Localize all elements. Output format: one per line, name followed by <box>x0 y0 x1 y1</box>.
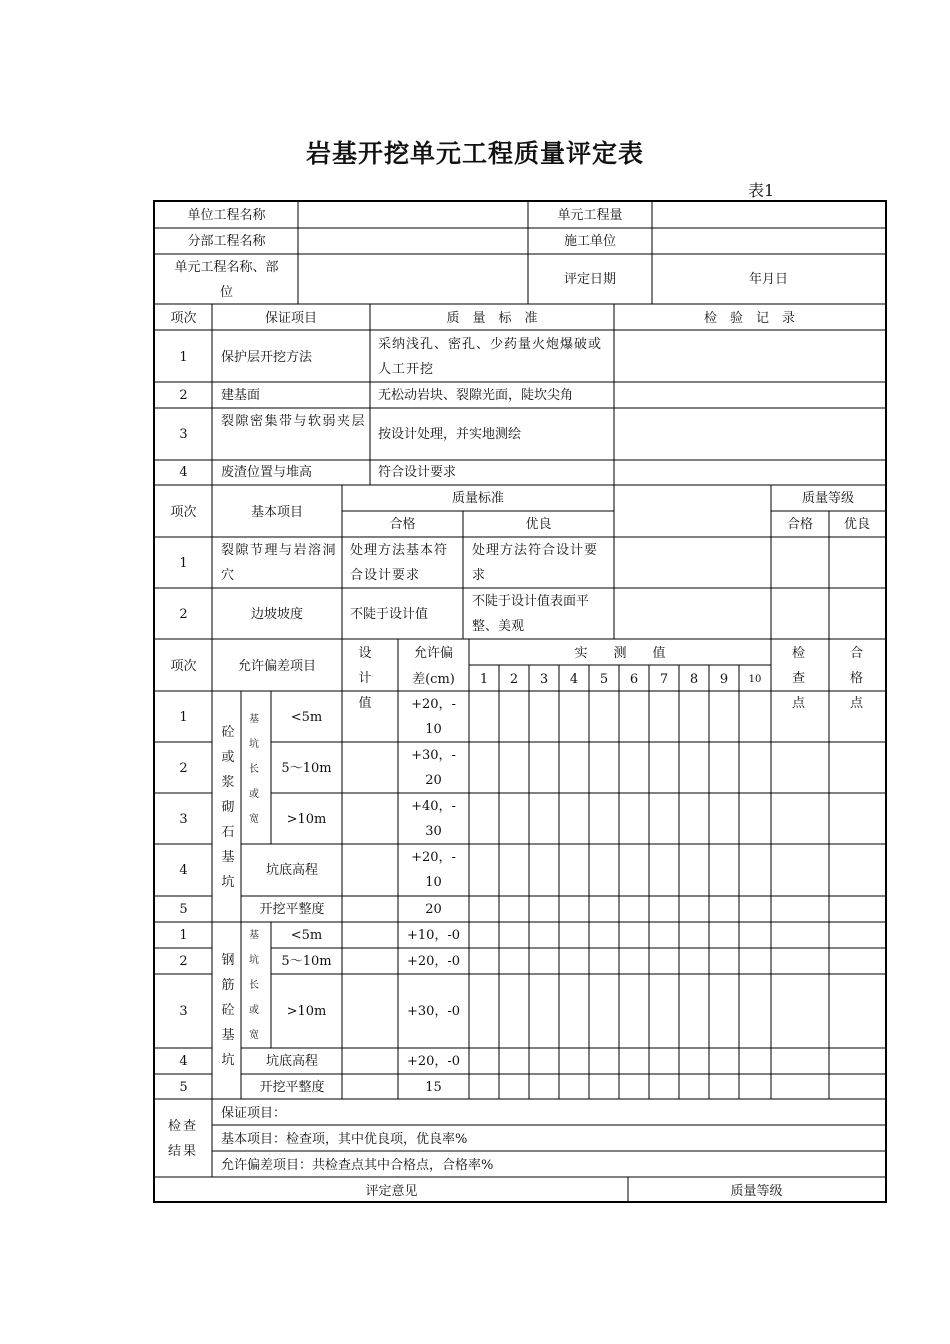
basic-row-2-pass: 不陡于设计值 <box>350 607 429 622</box>
label-eval-date: 评定日期 <box>563 272 616 287</box>
footer-opinion: 评定意见 <box>365 1184 418 1199</box>
measure-col-3: 3 <box>539 672 549 687</box>
group1-row-4-allow-l2: 10 <box>425 875 442 890</box>
guarantee-row-1-item: 保护层开挖方法 <box>221 350 313 365</box>
group2-row-5-no: 5 <box>179 1080 188 1095</box>
group2-row-2-no: 2 <box>179 954 188 969</box>
col-dev-item: 允许偏差项目 <box>237 659 316 674</box>
measure-col-5: 5 <box>599 672 609 687</box>
footer-grade: 质量等级 <box>730 1184 783 1199</box>
basic-row-2-good: 不陡于设计值表面平整、美观 <box>472 594 590 634</box>
guarantee-row-4-standard: 符合设计要求 <box>378 465 457 480</box>
basic-row-1-pass: 处理方法基本符合设计要求 <box>350 543 449 583</box>
field-unit-quantity[interactable] <box>652 203 885 228</box>
col-guarantee-record: 检 验 记 录 <box>703 311 795 326</box>
group2-row-2-item: 5～10m <box>281 954 332 969</box>
guarantee-row-4-no: 4 <box>179 465 188 480</box>
label-element-name-line1: 单元工程名称、部 <box>174 260 279 275</box>
group1-row-1-no: 1 <box>179 710 188 725</box>
label-construction-unit: 施工单位 <box>563 234 616 249</box>
guarantee-row-3-no: 3 <box>179 427 188 442</box>
label-sub-project-name: 分部工程名称 <box>187 234 266 249</box>
guarantee-row-1-no: 1 <box>179 350 188 365</box>
col-dev-qualified: 合格点 <box>849 646 866 711</box>
group2-row-2-allow: +20，-0 <box>406 954 461 969</box>
guarantee-row-2-item: 建基面 <box>221 388 261 403</box>
guarantee-row-2-no: 2 <box>179 388 188 403</box>
col-basic-no: 项次 <box>170 505 197 520</box>
label-unit-project-name: 单位工程名称 <box>187 208 266 223</box>
group1-row-4-allow-l1: +20，- <box>411 850 456 865</box>
group1-row-2-item: 5～10m <box>281 761 332 776</box>
measure-col-7: 7 <box>659 672 669 687</box>
basic-row-2-item: 边坡坡度 <box>250 607 303 622</box>
field-element-name[interactable] <box>298 255 528 304</box>
field-construction-unit[interactable] <box>652 229 885 254</box>
basic-row-2-no: 2 <box>179 607 188 622</box>
group1-row-4-no: 4 <box>179 863 188 878</box>
guarantee-row-3-item: 裂隙密集带与软弱夹层 <box>221 414 367 429</box>
col-dev-design: 设计值 <box>358 646 382 711</box>
measure-col-1: 1 <box>479 672 489 687</box>
col-guarantee-standard: 质 量 标 准 <box>446 311 538 326</box>
group2-row-4-allow: +20，-0 <box>406 1054 461 1069</box>
group2-row-4-item: 坑底高程 <box>265 1054 318 1069</box>
group2-row-1-allow: +10，-0 <box>406 928 461 943</box>
group1-row-2-no: 2 <box>179 761 188 776</box>
group2-name: 钢筋砼基坑 <box>221 953 235 1068</box>
col-dev-allow-line2: 差(cm) <box>412 672 455 687</box>
page-title: 岩基开挖单元工程质量评定表 <box>305 139 644 168</box>
col-basic-grade-good: 优良 <box>843 517 870 532</box>
group1-row-3-allow-l1: +40，- <box>411 799 456 814</box>
group1-row-3-allow-l2: 30 <box>425 824 442 839</box>
group2-row-5-item: 开挖平整度 <box>259 1080 325 1095</box>
guarantee-row-3-standard: 按设计处理，并实地测绘 <box>378 427 522 442</box>
group1-row-5-item: 开挖平整度 <box>259 902 325 917</box>
group2-row-3-allow: +30，-0 <box>406 1004 461 1019</box>
guarantee-row-1-standard: 采纳浅孔、密孔、少药量火炮爆破或人工开挖 <box>378 337 603 377</box>
group2-row-5-allow: 15 <box>425 1080 442 1095</box>
field-eval-date[interactable]: 年月日 <box>748 272 788 287</box>
col-guarantee-item: 保证项目 <box>264 311 317 326</box>
col-basic-good: 优良 <box>525 517 552 532</box>
table-number: 表1 <box>748 181 775 200</box>
evaluation-table <box>153 200 887 1203</box>
group1-row-1-allow-l2: 10 <box>425 722 442 737</box>
result-line-3[interactable]: 允许偏差项目：共检查点其中合格点，合格率% <box>221 1158 494 1173</box>
basic-row-1-good: 处理方法符合设计要求 <box>472 543 599 583</box>
col-guarantee-no: 项次 <box>170 311 197 326</box>
basic-row-1-no: 1 <box>179 556 188 571</box>
measure-col-4: 4 <box>569 672 579 687</box>
group1-row-1-allow-l1: +20，- <box>411 697 456 712</box>
group2-row-1-item: <5m <box>290 928 323 943</box>
result-line-2[interactable]: 基本项目：检查项，其中优良项，优良率% <box>221 1132 468 1147</box>
group2-row-3-item: >10m <box>286 1004 327 1019</box>
group1-row-3-item: >10m <box>286 812 327 827</box>
group1-row-5-no: 5 <box>179 902 188 917</box>
result-label: 检查结果 <box>167 1119 198 1159</box>
group1-row-2-allow-l1: +30，- <box>411 748 456 763</box>
col-dev-allow-line1: 允许偏 <box>413 646 453 661</box>
measure-col-8: 8 <box>689 672 699 687</box>
guarantee-row-2-standard: 无松动岩块、裂隙光面，陡坎尖角 <box>378 388 574 403</box>
label-element-name-line2: 位 <box>219 285 233 300</box>
group1-sub: 基坑长或宽 <box>249 714 259 825</box>
measure-col-10: 10 <box>748 674 762 685</box>
group2-row-3-no: 3 <box>179 1004 188 1019</box>
label-unit-quantity: 单元工程量 <box>557 208 623 223</box>
col-dev-check: 检查点 <box>791 646 808 711</box>
col-dev-measured: 实 测 值 <box>574 646 666 661</box>
group2-row-1-no: 1 <box>179 928 188 943</box>
result-line-1[interactable]: 保证项目： <box>221 1106 287 1121</box>
basic-row-1-item: 裂隙节理与岩溶洞穴 <box>221 543 338 583</box>
group1-row-1-item: <5m <box>290 710 323 725</box>
guarantee-row-4-item: 废渣位置与堆高 <box>221 465 313 480</box>
col-dev-no: 项次 <box>170 659 197 674</box>
field-sub-project-name[interactable] <box>298 229 528 254</box>
field-unit-project-name[interactable] <box>298 203 528 228</box>
col-basic-grade: 质量等级 <box>801 491 854 506</box>
group2-sub: 基坑长或宽 <box>249 930 259 1041</box>
group2-row-4-no: 4 <box>179 1054 188 1069</box>
group1-row-2-allow-l2: 20 <box>425 773 442 788</box>
col-basic-item: 基本项目 <box>250 505 303 520</box>
group1-row-3-no: 3 <box>179 812 188 827</box>
col-basic-pass: 合格 <box>389 517 416 532</box>
group1-row-4-item: 坑底高程 <box>265 863 318 878</box>
measure-col-6: 6 <box>629 672 639 687</box>
measure-col-9: 9 <box>719 672 729 687</box>
measure-col-2: 2 <box>509 672 519 687</box>
col-basic-grade-pass: 合格 <box>786 517 813 532</box>
group1-row-5-allow: 20 <box>425 902 442 917</box>
col-basic-standard: 质量标准 <box>451 491 504 506</box>
group1-name: 砼或浆砌石基坑 <box>221 725 235 890</box>
